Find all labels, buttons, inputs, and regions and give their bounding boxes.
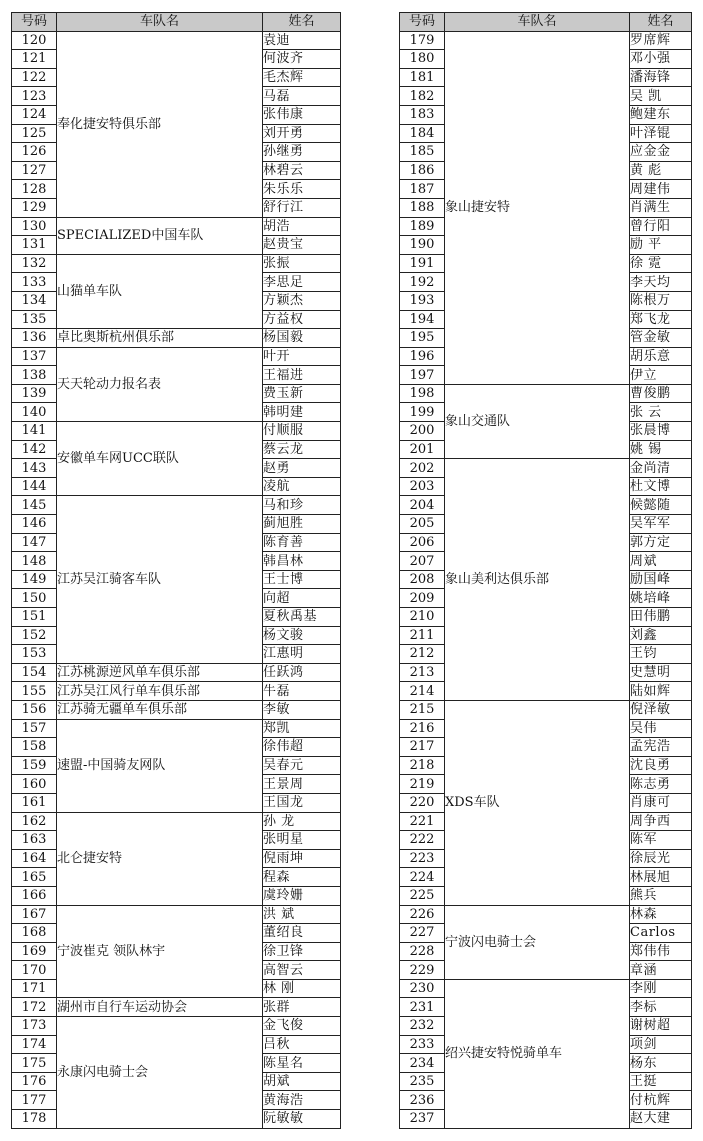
rider-name: 鲍建东 (630, 105, 692, 124)
rider-name: 张明星 (263, 831, 341, 850)
rider-name: 费玉新 (263, 384, 341, 403)
rider-number: 153 (12, 645, 57, 664)
rider-number: 200 (400, 422, 445, 441)
rider-name: 史慧明 (630, 663, 692, 682)
rider-name: 倪泽敏 (630, 700, 692, 719)
rider-name: 马磊 (263, 87, 341, 106)
rider-name: 王福进 (263, 366, 341, 385)
rider-number: 217 (400, 738, 445, 757)
team-name: 宁波闪电骑士会 (445, 905, 630, 979)
rider-number: 168 (12, 924, 57, 943)
rider-name: 阮敏敏 (263, 1110, 341, 1129)
rider-number: 203 (400, 477, 445, 496)
rider-name: 吴 凯 (630, 87, 692, 106)
number-header: 号码 (12, 13, 57, 32)
rider-number: 205 (400, 515, 445, 534)
rider-name: 赵贵宝 (263, 236, 341, 255)
rider-number: 132 (12, 254, 57, 273)
rider-name: 洪 斌 (263, 905, 341, 924)
rider-number: 164 (12, 849, 57, 868)
rider-name: 孙继勇 (263, 143, 341, 162)
rider-name: 赵勇 (263, 459, 341, 478)
rider-number: 230 (400, 979, 445, 998)
rider-name: 姚 锡 (630, 440, 692, 459)
rider-number: 142 (12, 440, 57, 459)
rider-name: 项剑 (630, 1035, 692, 1054)
rider-name: 张晨博 (630, 422, 692, 441)
rider-number: 194 (400, 310, 445, 329)
rider-number: 215 (400, 700, 445, 719)
team-name: 永康闪电骑士会 (57, 1017, 263, 1129)
rider-number: 161 (12, 793, 57, 812)
team-name: 速盟-中国骑友网队 (57, 719, 263, 812)
rider-number: 191 (400, 254, 445, 273)
rider-number: 159 (12, 756, 57, 775)
rider-number: 228 (400, 942, 445, 961)
table-row (12, 700, 341, 719)
rider-name: 金飞俊 (263, 1017, 341, 1036)
rider-number: 141 (12, 422, 57, 441)
team-name: 江苏吴江骑客车队 (57, 496, 263, 663)
team-name: 北仑捷安特 (57, 812, 263, 905)
rider-name: 李天均 (630, 273, 692, 292)
rider-number: 225 (400, 886, 445, 905)
rider-name: 高智云 (263, 961, 341, 980)
rider-name: 周建伟 (630, 180, 692, 199)
rider-name: 张群 (263, 998, 341, 1017)
rider-number: 234 (400, 1054, 445, 1073)
rider-name: 周争西 (630, 812, 692, 831)
rider-number: 177 (12, 1091, 57, 1110)
rider-name: 杨东 (630, 1054, 692, 1073)
rider-number: 232 (400, 1017, 445, 1036)
rider-name: 何波齐 (263, 50, 341, 69)
rider-name: 邓小强 (630, 50, 692, 69)
rider-name: 陈育善 (263, 533, 341, 552)
rider-name: 陈根万 (630, 291, 692, 310)
rider-name: 董绍良 (263, 924, 341, 943)
rider-name: 胡斌 (263, 1072, 341, 1091)
team-name: 天天轮动力报名表 (57, 347, 263, 421)
team-name: 江苏桃源逆风单车俱乐部 (57, 663, 263, 682)
rider-name: 韩明建 (263, 403, 341, 422)
rider-name: 方颖杰 (263, 291, 341, 310)
rider-number: 165 (12, 868, 57, 887)
rider-number: 121 (12, 50, 57, 69)
rider-number: 213 (400, 663, 445, 682)
rider-number: 231 (400, 998, 445, 1017)
rider-name: 郑飞龙 (630, 310, 692, 329)
roster-body-right (400, 31, 692, 1128)
rider-number: 201 (400, 440, 445, 459)
table-row (12, 812, 341, 831)
table-row (12, 347, 341, 366)
rider-name: 吴军军 (630, 515, 692, 534)
rider-number: 140 (12, 403, 57, 422)
rider-number: 146 (12, 515, 57, 534)
rider-name: 熊兵 (630, 886, 692, 905)
rider-number: 150 (12, 589, 57, 608)
rider-number: 219 (400, 775, 445, 794)
rider-name: 徐卫锋 (263, 942, 341, 961)
rider-name: 孟宪浩 (630, 738, 692, 757)
rider-name: 杜文博 (630, 477, 692, 496)
rider-number: 236 (400, 1091, 445, 1110)
table-row (12, 905, 341, 924)
rider-name: 虞玲姗 (263, 886, 341, 905)
rider-number: 173 (12, 1017, 57, 1036)
rider-name: 王景周 (263, 775, 341, 794)
rider-number: 216 (400, 719, 445, 738)
rider-number: 134 (12, 291, 57, 310)
rider-number: 160 (12, 775, 57, 794)
rider-name: 候懿随 (630, 496, 692, 515)
name-header: 姓名 (263, 13, 341, 32)
rider-name: 林 刚 (263, 979, 341, 998)
rider-name: 马和珍 (263, 496, 341, 515)
rider-name: 胡浩 (263, 217, 341, 236)
rider-number: 169 (12, 942, 57, 961)
rider-number: 184 (400, 124, 445, 143)
rider-name: 郭方定 (630, 533, 692, 552)
number-header: 号码 (400, 13, 445, 32)
rider-number: 182 (400, 87, 445, 106)
rider-number: 137 (12, 347, 57, 366)
rider-name: 任跃鸿 (263, 663, 341, 682)
rider-number: 152 (12, 626, 57, 645)
team-name: 象山捷安特 (445, 31, 630, 384)
rider-name: 毛杰辉 (263, 68, 341, 87)
table-row (400, 384, 692, 403)
table-row (400, 979, 692, 998)
rider-name: 管金敏 (630, 329, 692, 348)
rider-name: 付杭辉 (630, 1091, 692, 1110)
rider-number: 157 (12, 719, 57, 738)
rider-name: 罗席辉 (630, 31, 692, 50)
rider-name: 杨文骏 (263, 626, 341, 645)
rider-number: 197 (400, 366, 445, 385)
rider-name: 朱乐乐 (263, 180, 341, 199)
rider-name: 郑凯 (263, 719, 341, 738)
rider-number: 180 (400, 50, 445, 69)
rider-number: 122 (12, 68, 57, 87)
rider-number: 207 (400, 552, 445, 571)
rider-name: 潘海锋 (630, 68, 692, 87)
rider-name: 黄 彪 (630, 161, 692, 180)
team-name: 江苏吴江风行单车俱乐部 (57, 682, 263, 701)
rider-number: 195 (400, 329, 445, 348)
rider-name: 赵大建 (630, 1110, 692, 1129)
team-header: 车队名 (57, 13, 263, 32)
rider-number: 133 (12, 273, 57, 292)
table-row (12, 329, 341, 348)
rider-name: 章涵 (630, 961, 692, 980)
rider-name: 张 云 (630, 403, 692, 422)
rider-name: 沈良勇 (630, 756, 692, 775)
rider-name: 王钧 (630, 645, 692, 664)
rider-name: 金尚清 (630, 459, 692, 478)
rider-number: 175 (12, 1054, 57, 1073)
header-row (400, 13, 692, 32)
rider-name: 陈军 (630, 831, 692, 850)
roster-table-left (11, 12, 341, 1129)
rider-number: 212 (400, 645, 445, 664)
rider-name: 李敏 (263, 700, 341, 719)
rider-number: 125 (12, 124, 57, 143)
rider-name: 牛磊 (263, 682, 341, 701)
rider-number: 226 (400, 905, 445, 924)
rider-name: 王挺 (630, 1072, 692, 1091)
rider-number: 188 (400, 198, 445, 217)
rider-name: 林碧云 (263, 161, 341, 180)
rider-name: 蔡云龙 (263, 440, 341, 459)
rider-number: 176 (12, 1072, 57, 1091)
rider-name: 谢树超 (630, 1017, 692, 1036)
rider-name: 曹俊鹏 (630, 384, 692, 403)
rider-name: 伊立 (630, 366, 692, 385)
rider-name: 吴春元 (263, 756, 341, 775)
rider-number: 126 (12, 143, 57, 162)
rider-number: 128 (12, 180, 57, 199)
rider-name: 刘鑫 (630, 626, 692, 645)
rider-name: 张伟康 (263, 105, 341, 124)
table-row (400, 459, 692, 478)
rider-name: 孙 龙 (263, 812, 341, 831)
rider-number: 131 (12, 236, 57, 255)
rider-number: 158 (12, 738, 57, 757)
rider-name: 应金金 (630, 143, 692, 162)
rider-number: 144 (12, 477, 57, 496)
rider-name: 杨国毅 (263, 329, 341, 348)
rider-name: 舒行江 (263, 198, 341, 217)
team-name: 安徽单车网UCC联队 (57, 422, 263, 496)
team-name: 江苏骑无疆单车俱乐部 (57, 700, 263, 719)
table-row (12, 1017, 341, 1036)
table-row (12, 254, 341, 273)
rider-name: 付顺服 (263, 422, 341, 441)
rider-number: 147 (12, 533, 57, 552)
rider-name: 周斌 (630, 552, 692, 571)
rider-name: 励国峰 (630, 570, 692, 589)
table-row (400, 31, 692, 50)
rider-name: 李思足 (263, 273, 341, 292)
rider-number: 190 (400, 236, 445, 255)
rider-name: 张振 (263, 254, 341, 273)
rider-number: 124 (12, 105, 57, 124)
rider-number: 185 (400, 143, 445, 162)
roster-body-left (12, 31, 341, 1128)
roster-table-right (399, 12, 692, 1129)
team-name: 卓比奥斯杭州俱乐部 (57, 329, 263, 348)
rider-name: 林森 (630, 905, 692, 924)
team-name: 象山交通队 (445, 384, 630, 458)
rider-number: 135 (12, 310, 57, 329)
rider-number: 166 (12, 886, 57, 905)
rider-number: 204 (400, 496, 445, 515)
rider-number: 136 (12, 329, 57, 348)
team-name: 宁波崔克 领队林宇 (57, 905, 263, 998)
table-row (400, 905, 692, 924)
rider-number: 214 (400, 682, 445, 701)
team-name: 湖州市自行车运动协会 (57, 998, 263, 1017)
rider-name: 袁迪 (263, 31, 341, 50)
rider-number: 162 (12, 812, 57, 831)
team-name: 奉化捷安特俱乐部 (57, 31, 263, 217)
rider-name: 王士博 (263, 570, 341, 589)
rider-number: 170 (12, 961, 57, 980)
rider-name: 郑伟伟 (630, 942, 692, 961)
rider-name: 励 平 (630, 236, 692, 255)
rider-number: 223 (400, 849, 445, 868)
rider-name: 李标 (630, 998, 692, 1017)
rider-name: 王国龙 (263, 793, 341, 812)
rider-number: 120 (12, 31, 57, 50)
rider-number: 187 (400, 180, 445, 199)
rider-name: 胡乐意 (630, 347, 692, 366)
rider-name: 夏秋禹基 (263, 608, 341, 627)
rider-number: 224 (400, 868, 445, 887)
rider-number: 148 (12, 552, 57, 571)
rider-name: 陆如辉 (630, 682, 692, 701)
rider-number: 155 (12, 682, 57, 701)
table-row (12, 998, 341, 1017)
rider-number: 179 (400, 31, 445, 50)
team-name: 象山美利达俱乐部 (445, 459, 630, 701)
rider-number: 139 (12, 384, 57, 403)
rider-name: 林展旭 (630, 868, 692, 887)
rider-name: 方益权 (263, 310, 341, 329)
rider-name: Carlos (630, 924, 692, 943)
rider-number: 193 (400, 291, 445, 310)
rider-name: 李刚 (630, 979, 692, 998)
rider-number: 211 (400, 626, 445, 645)
header-row (12, 13, 341, 32)
rider-number: 227 (400, 924, 445, 943)
team-name: XDS车队 (445, 700, 630, 905)
rider-number: 189 (400, 217, 445, 236)
rider-number: 129 (12, 198, 57, 217)
rider-name: 刘开勇 (263, 124, 341, 143)
rider-number: 145 (12, 496, 57, 515)
rider-number: 167 (12, 905, 57, 924)
table-row (400, 700, 692, 719)
rider-number: 123 (12, 87, 57, 106)
rider-name: 叶开 (263, 347, 341, 366)
rider-number: 181 (400, 68, 445, 87)
rider-name: 江惠明 (263, 645, 341, 664)
rider-number: 209 (400, 589, 445, 608)
rider-number: 186 (400, 161, 445, 180)
table-row (12, 682, 341, 701)
rider-name: 叶泽锟 (630, 124, 692, 143)
table-row (12, 663, 341, 682)
table-row (12, 422, 341, 441)
team-header: 车队名 (445, 13, 630, 32)
rider-number: 221 (400, 812, 445, 831)
rider-name: 肖康可 (630, 793, 692, 812)
table-row (12, 31, 341, 50)
rider-number: 130 (12, 217, 57, 236)
rider-number: 229 (400, 961, 445, 980)
rider-number: 174 (12, 1035, 57, 1054)
rider-name: 徐伟超 (263, 738, 341, 757)
table-row (12, 719, 341, 738)
rider-number: 192 (400, 273, 445, 292)
rider-name: 向超 (263, 589, 341, 608)
rider-name: 程森 (263, 868, 341, 887)
rider-number: 199 (400, 403, 445, 422)
rider-number: 178 (12, 1110, 57, 1129)
rider-number: 183 (400, 105, 445, 124)
rider-number: 233 (400, 1035, 445, 1054)
rider-number: 156 (12, 700, 57, 719)
rider-number: 237 (400, 1110, 445, 1129)
rider-number: 143 (12, 459, 57, 478)
rider-name: 田伟鹏 (630, 608, 692, 627)
rider-number: 138 (12, 366, 57, 385)
rider-number: 235 (400, 1072, 445, 1091)
table-row (12, 217, 341, 236)
rider-name: 凌航 (263, 477, 341, 496)
team-name: SPECIALIZED中国车队 (57, 217, 263, 254)
rider-name: 肖满生 (630, 198, 692, 217)
rider-number: 206 (400, 533, 445, 552)
rider-number: 127 (12, 161, 57, 180)
rider-name: 蓟旭胜 (263, 515, 341, 534)
team-name: 绍兴捷安特悦骑单车 (445, 979, 630, 1128)
rider-name: 韩昌林 (263, 552, 341, 571)
rider-number: 198 (400, 384, 445, 403)
rider-number: 149 (12, 570, 57, 589)
rider-number: 171 (12, 979, 57, 998)
rider-name: 姚培峰 (630, 589, 692, 608)
rider-name: 吴伟 (630, 719, 692, 738)
rider-name: 徐辰光 (630, 849, 692, 868)
rider-number: 172 (12, 998, 57, 1017)
rider-name: 黄海浩 (263, 1091, 341, 1110)
rider-number: 202 (400, 459, 445, 478)
team-name: 山猫单车队 (57, 254, 263, 328)
rider-name: 倪雨坤 (263, 849, 341, 868)
rider-name: 曾行阳 (630, 217, 692, 236)
rider-number: 220 (400, 793, 445, 812)
rider-number: 208 (400, 570, 445, 589)
rider-number: 218 (400, 756, 445, 775)
rider-number: 151 (12, 608, 57, 627)
rider-number: 154 (12, 663, 57, 682)
rider-number: 222 (400, 831, 445, 850)
rider-name: 陈星名 (263, 1054, 341, 1073)
rider-name: 吕秋 (263, 1035, 341, 1054)
rider-name: 徐 霓 (630, 254, 692, 273)
name-header: 姓名 (630, 13, 692, 32)
rider-number: 210 (400, 608, 445, 627)
rider-number: 163 (12, 831, 57, 850)
table-row (12, 496, 341, 515)
rider-number: 196 (400, 347, 445, 366)
rider-name: 陈志勇 (630, 775, 692, 794)
